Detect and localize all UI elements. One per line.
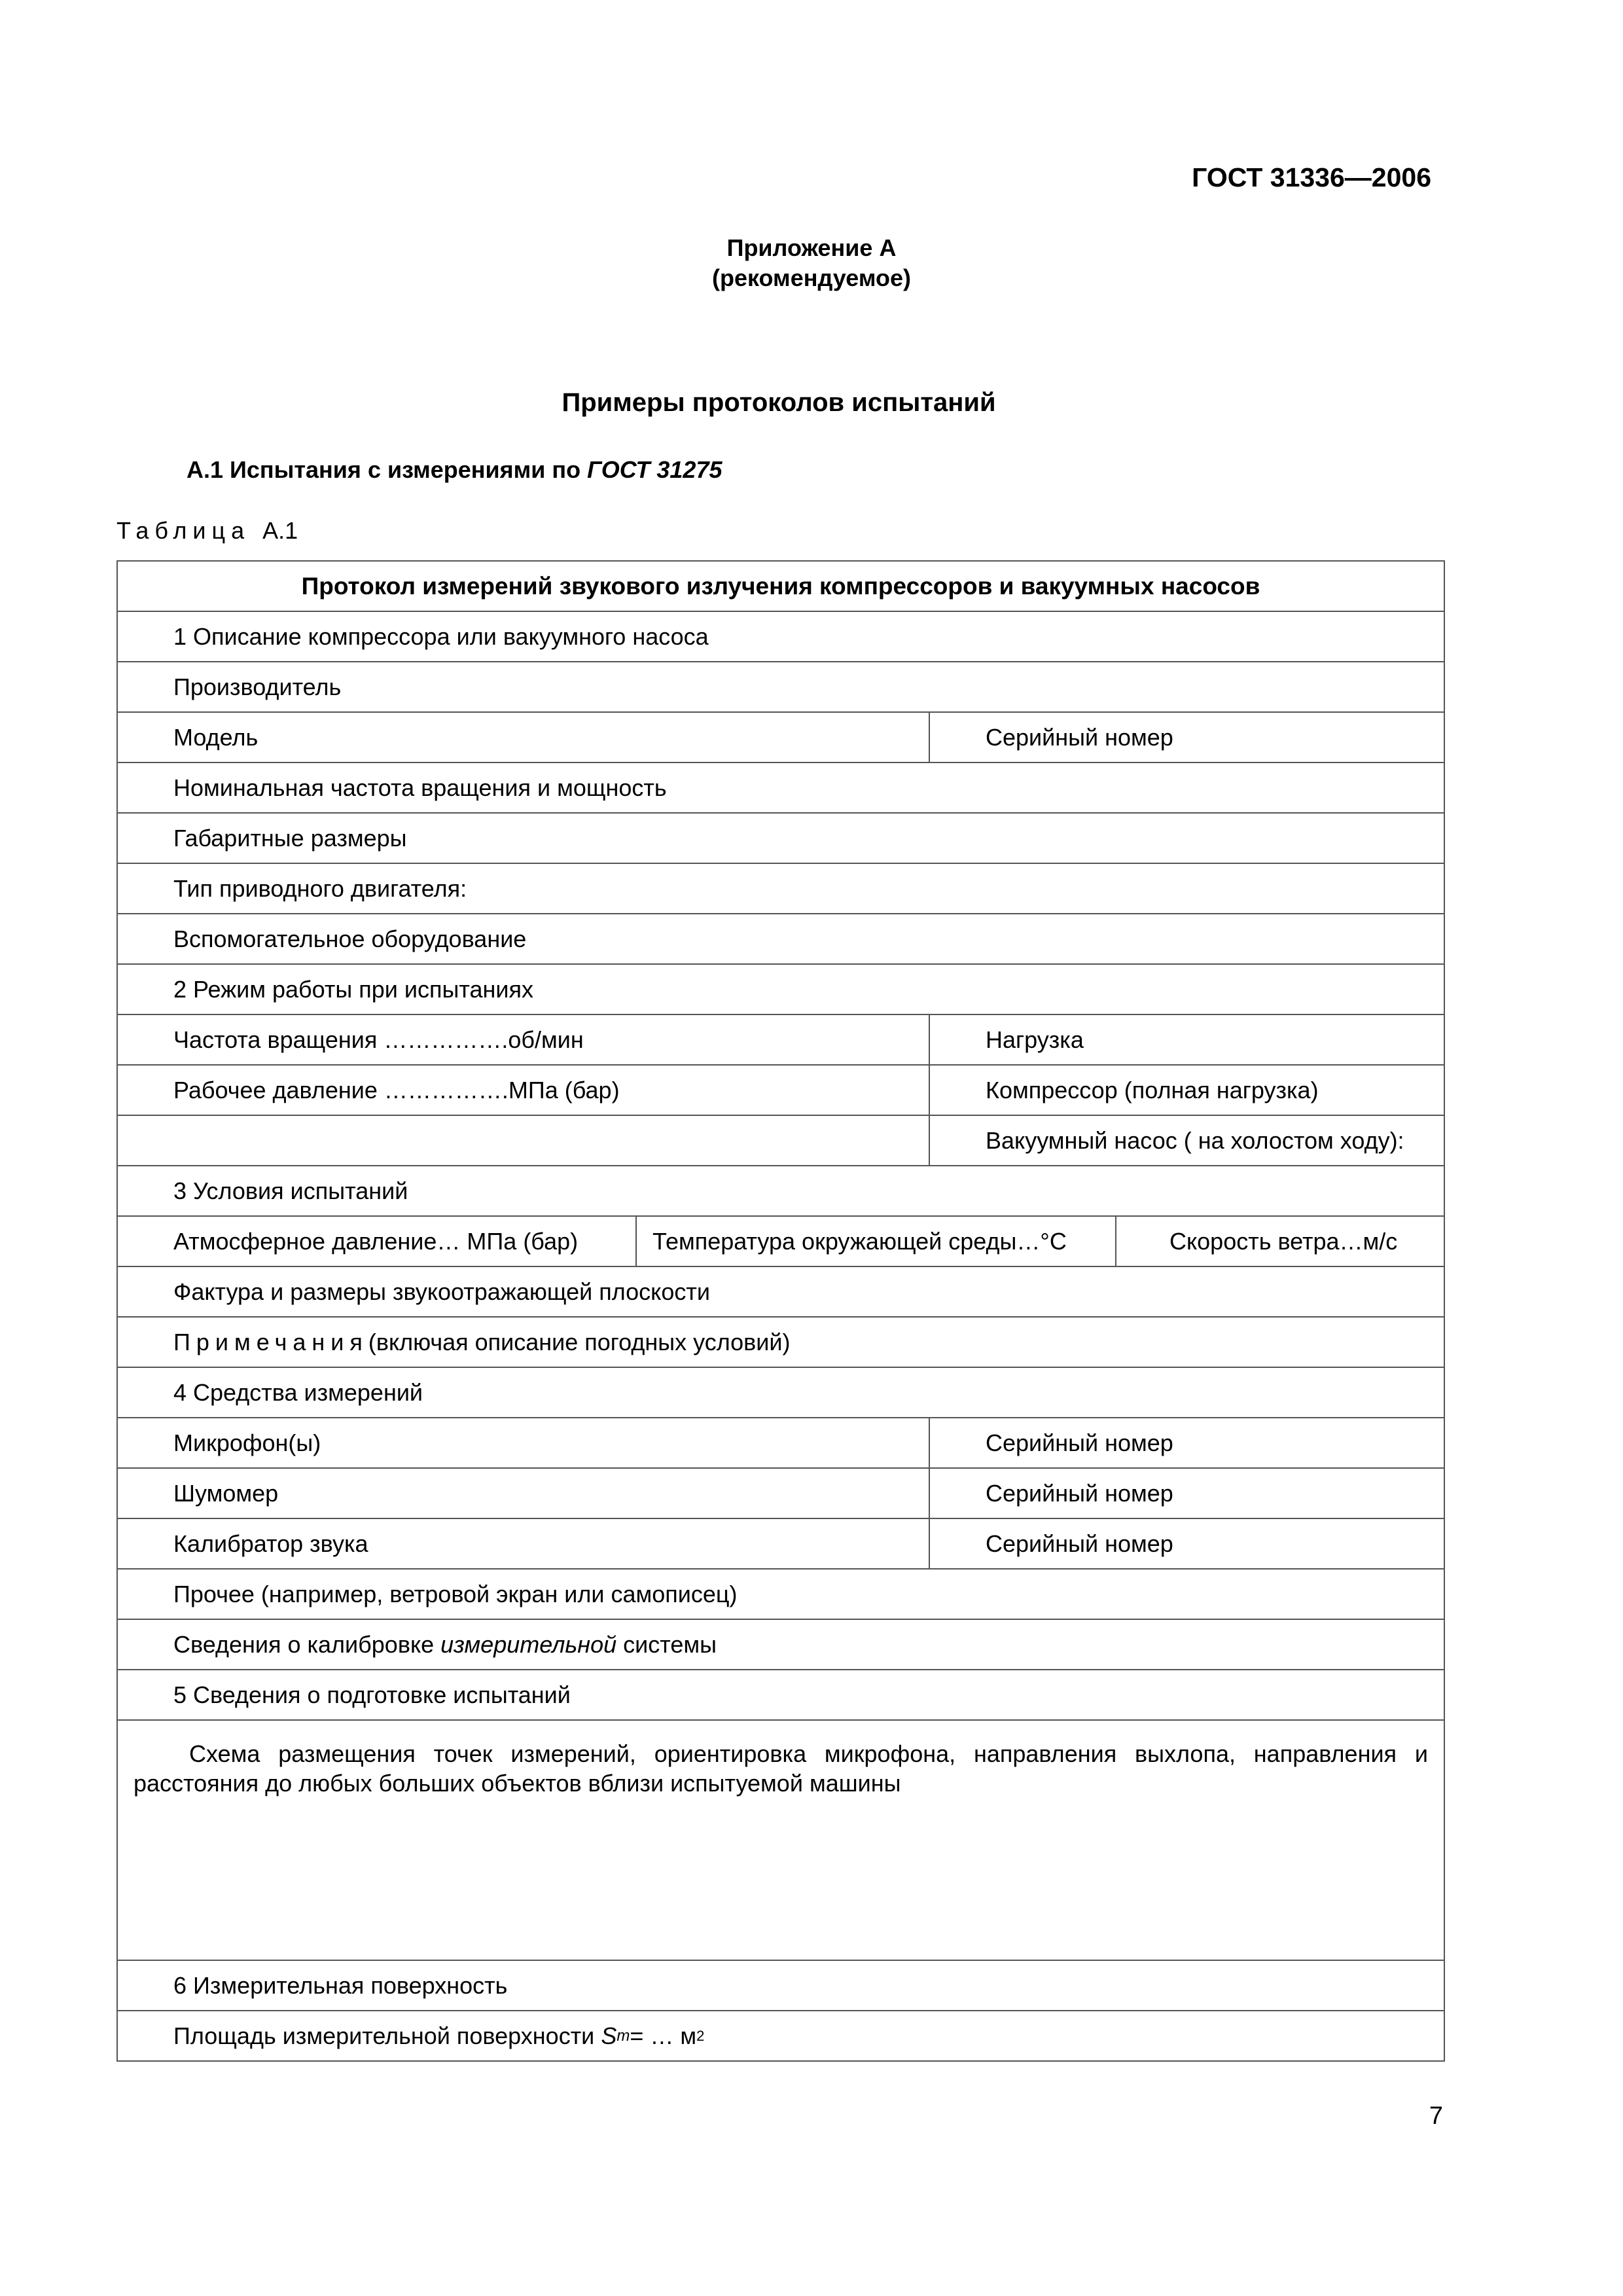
reflecting-plane-field: Фактура и размеры звукоотражающей плоскости bbox=[173, 1278, 710, 1305]
appendix-status: (рекомендуемое) bbox=[712, 264, 911, 291]
table-row bbox=[118, 1960, 1444, 2010]
table-row bbox=[118, 1014, 1444, 1064]
document-code: ГОСТ 31336—2006 bbox=[1192, 162, 1431, 192]
working-pressure-field: Рабочее давление …………….МПа (бар) bbox=[118, 1066, 930, 1115]
table-row bbox=[118, 661, 1444, 711]
notes-description: (включая описание погодных условий) bbox=[368, 1328, 791, 1355]
serial-number-field: Серийный номер bbox=[986, 1479, 1173, 1507]
notes-field bbox=[118, 1318, 1444, 1367]
rated-speed-power-field: Номинальная частота вращения и мощность bbox=[173, 774, 667, 801]
protocol-table bbox=[116, 560, 1445, 2062]
table-row bbox=[118, 1316, 1444, 1367]
section-4-heading: 4 Средства измерений bbox=[173, 1378, 423, 1406]
section-5-heading: 5 Сведения о подготовке испытаний bbox=[173, 1681, 571, 1708]
table-row bbox=[118, 1619, 1444, 1669]
other-equipment-field: Прочее (например, ветровой экран или самописец) bbox=[173, 1580, 738, 1607]
surface-area-subscript: m bbox=[616, 2026, 630, 2045]
table-row bbox=[118, 611, 1444, 661]
table-row bbox=[118, 812, 1444, 863]
table-row bbox=[118, 762, 1444, 812]
serial-number-field: Серийный номер bbox=[986, 723, 1173, 751]
sound-level-meter-field: Шумомер bbox=[118, 1469, 930, 1518]
atmospheric-pressure-field: Атмосферное давление… МПа (бар) bbox=[118, 1217, 637, 1266]
table-row bbox=[118, 1064, 1444, 1115]
surface-area-field bbox=[118, 2011, 1444, 2060]
microphones-field: Микрофон(ы) bbox=[118, 1418, 930, 1467]
rotation-speed-field: Частота вращения …………….об/мин bbox=[118, 1015, 930, 1064]
layout-description: Схема размещения точек измерений, ориентировка микрофона, направления выхлопа, направления и расстояния до любых больших объектов вблизи испытуемой машины bbox=[134, 1740, 1428, 1797]
auxiliary-equipment-field: Вспомогательное оборудование bbox=[173, 925, 527, 952]
table-row bbox=[118, 913, 1444, 963]
load-field: Нагрузка bbox=[986, 1026, 1084, 1053]
calibration-info-field bbox=[118, 1620, 1444, 1669]
appendix-title: Приложение А bbox=[726, 234, 897, 261]
table-row bbox=[118, 1669, 1444, 1719]
table-row bbox=[118, 1266, 1444, 1316]
table-row bbox=[118, 1115, 1444, 1165]
surface-area-label: Площадь измерительной поверхности bbox=[173, 2022, 595, 2049]
wind-speed-field: Скорость ветра…м/с bbox=[1169, 1227, 1398, 1255]
surface-area-value: = … м bbox=[630, 2022, 697, 2049]
section-title: Примеры протоколов испытаний bbox=[562, 388, 996, 417]
table-row bbox=[118, 711, 1444, 762]
table-row bbox=[118, 1215, 1444, 1266]
compressor-load-field: Компрессор (полная нагрузка) bbox=[986, 1076, 1319, 1103]
calibrator-field: Калибратор звука bbox=[118, 1519, 930, 1568]
table-title-row bbox=[118, 562, 1444, 611]
surface-area-symbol: S bbox=[601, 2022, 617, 2049]
section-3-heading: 3 Условия испытаний bbox=[173, 1177, 408, 1204]
vacuum-idle-field: Вакуумный насос ( на холостом ходу): bbox=[986, 1126, 1404, 1154]
serial-number-field: Серийный номер bbox=[986, 1530, 1173, 1557]
table-row bbox=[118, 1719, 1444, 1960]
table-caption bbox=[116, 517, 298, 545]
standard-reference: ГОСТ 31275 bbox=[587, 456, 722, 483]
table-row bbox=[118, 1417, 1444, 1467]
table-row bbox=[118, 1165, 1444, 1215]
table-row bbox=[118, 863, 1444, 913]
notes-label: Примечания bbox=[173, 1328, 368, 1355]
table-row bbox=[118, 2010, 1444, 2060]
table-caption-number: А.1 bbox=[262, 517, 298, 544]
table-row bbox=[118, 963, 1444, 1014]
section-6-heading: 6 Измерительная поверхность bbox=[173, 1971, 508, 1999]
manufacturer-field: Производитель bbox=[173, 673, 342, 700]
serial-number-field: Серийный номер bbox=[986, 1429, 1173, 1456]
model-field: Модель bbox=[118, 713, 930, 762]
calibration-text-italic: измерительной bbox=[440, 1630, 617, 1658]
table-row bbox=[118, 1568, 1444, 1619]
empty-cell bbox=[118, 1116, 930, 1165]
ambient-temperature-field: Температура окружающей среды…°С bbox=[637, 1217, 1116, 1266]
table-title: Протокол измерений звукового излучения компрессоров и вакуумных насосов bbox=[301, 572, 1260, 600]
table-caption-word: Таблица bbox=[116, 517, 251, 544]
section-1-heading: 1 Описание компрессора или вакуумного насоса bbox=[173, 622, 709, 650]
subsection-heading bbox=[187, 456, 722, 484]
calibration-text-start: Сведения о калибровке bbox=[173, 1630, 435, 1658]
subsection-prefix: А.1 Испытания с измерениями по bbox=[187, 456, 588, 483]
calibration-text-end: системы bbox=[623, 1630, 717, 1658]
drive-type-field: Тип приводного двигателя: bbox=[173, 874, 467, 902]
section-2-heading: 2 Режим работы при испытаниях bbox=[173, 975, 533, 1003]
dimensions-field: Габаритные размеры bbox=[173, 824, 407, 852]
page-number: 7 bbox=[1429, 2102, 1443, 2130]
table-row bbox=[118, 1467, 1444, 1518]
surface-area-unit-power: 2 bbox=[696, 2027, 705, 2044]
table-row bbox=[118, 1518, 1444, 1568]
table-row bbox=[118, 1367, 1444, 1417]
